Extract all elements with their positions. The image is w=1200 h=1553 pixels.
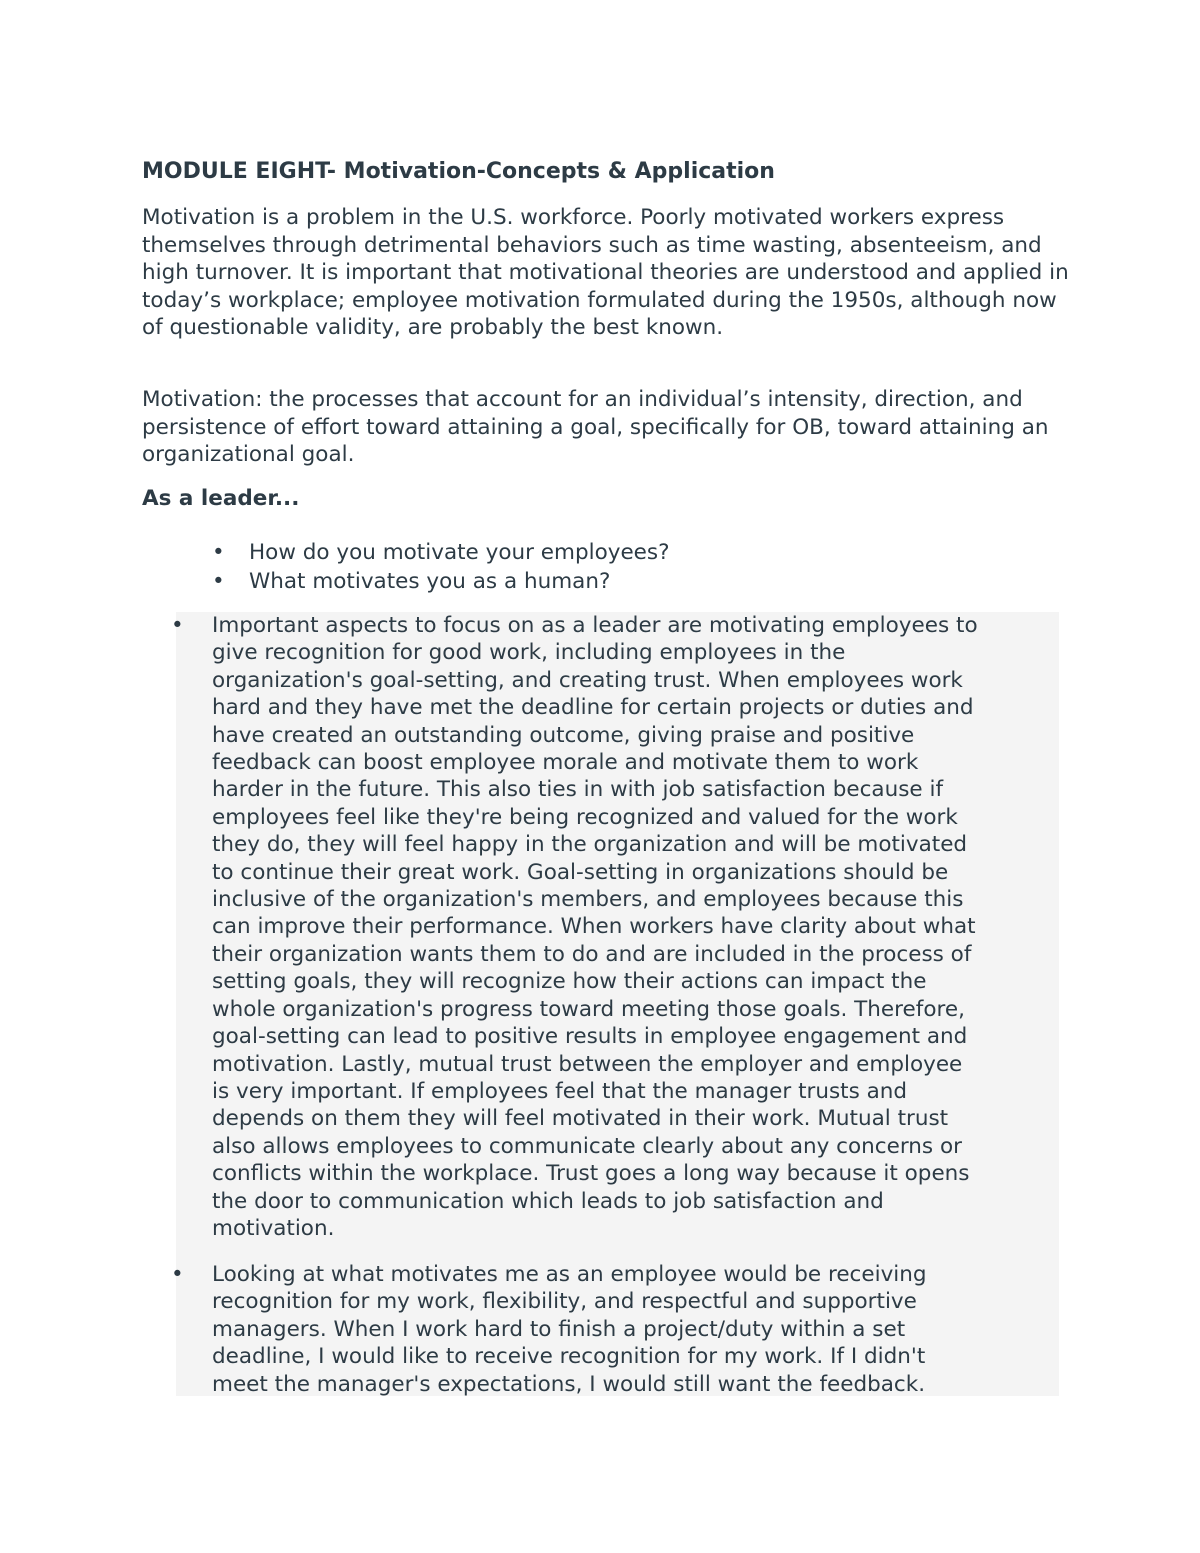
answer-line: conflicts within the workplace. Trust goes a long way because it opens xyxy=(212,1161,970,1187)
answer-text xyxy=(212,1261,1058,1398)
answer-item xyxy=(171,612,1059,1242)
bullet-icon: • xyxy=(171,613,184,638)
answer-line: inclusive of the organization's members, and employees because this xyxy=(212,887,964,913)
question-text: How do you motivate your employees? xyxy=(249,540,670,565)
answer-line: have created an outstanding outcome, giving praise and positive xyxy=(212,722,915,748)
question-list xyxy=(142,539,670,596)
answer-line: also allows employees to communicate clearly about any concerns or xyxy=(212,1133,962,1159)
question-item xyxy=(142,568,670,597)
answer-text xyxy=(212,612,1058,1242)
answer-line: their organization wants them to do and are included in the process of xyxy=(212,941,972,967)
answer-line: the door to communication which leads to job satisfaction and xyxy=(212,1188,884,1214)
answer-line: hard and they have met the deadline for certain projects or duties and xyxy=(212,695,974,721)
answers-section xyxy=(171,612,1059,1397)
definition-paragraph: Motivation: the processes that account for an individual’s intensity, direction, and persistence of effort toward attaining a goal, specifically for OB, toward attaining an organizational goal. xyxy=(142,387,1049,467)
answer-line: harder in the future. This also ties in with job satisfaction because if xyxy=(212,777,944,803)
module-title: MODULE EIGHT- Motivation-Concepts & Application xyxy=(142,159,775,184)
question-item xyxy=(142,539,670,568)
answer-line: motivation. Lastly, mutual trust between the employer and employee xyxy=(212,1051,963,1077)
question-text: What motivates you as a human? xyxy=(249,568,611,594)
answer-line: Important aspects to focus on as a leader are motivating employees to xyxy=(212,613,978,638)
answer-line: whole organization's progress toward meeting those goals. Therefore, xyxy=(212,996,965,1022)
answer-line: setting goals, they will recognize how their actions can impact the xyxy=(212,969,927,995)
answer-line: motivation. xyxy=(212,1215,335,1241)
answer-line: meet the manager's expectations, I would still want the feedback. xyxy=(212,1371,926,1397)
bullet-icon: • xyxy=(212,568,225,594)
answer-line: recognition for my work, flexibility, and respectful and supportive xyxy=(212,1289,917,1315)
answer-line: to continue their great work. Goal-setting in organizations should be xyxy=(212,859,949,885)
answer-line: depends on them they will feel motivated in their work. Mutual trust xyxy=(212,1106,949,1132)
answer-item xyxy=(171,1261,1059,1398)
answer-line: organization's goal-setting, and creating trust. When employees work xyxy=(212,667,963,693)
answer-line: is very important. If employees feel that the manager trusts and xyxy=(212,1078,908,1104)
answer-line: managers. When I work hard to finish a project/duty within a set xyxy=(212,1316,906,1342)
answer-line: employees feel like they're being recognized and valued for the work xyxy=(212,804,958,830)
answer-line: feedback can boost employee morale and motivate them to work xyxy=(212,750,919,776)
answer-line: goal-setting can lead to positive results in employee engagement and xyxy=(212,1024,968,1050)
answer-line: deadline, I would like to receive recognition for my work. If I didn't xyxy=(212,1344,926,1370)
intro-paragraph: Motivation is a problem in the U.S. workforce. Poorly motivated workers express themselves through detrimental behaviors such as time wasting, absenteeism, and high turnover. It is important that motivational theories are understood and applied in today’s workplace; employee motivation formulated during the 1950s, although now of questionable validity, are probably the best known. xyxy=(142,205,1069,340)
bullet-icon: • xyxy=(212,540,225,565)
bullet-icon: • xyxy=(171,1262,184,1287)
answer-line: give recognition for good work, including employees in the xyxy=(212,640,846,666)
answer-line: Looking at what motivates me as an employee would be receiving xyxy=(212,1262,927,1287)
leader-heading: As a leader... xyxy=(142,486,300,511)
answer-line: they do, they will feel happy in the organization and will be motivated xyxy=(212,832,968,858)
answer-line: can improve their performance. When workers have clarity about what xyxy=(212,914,976,940)
